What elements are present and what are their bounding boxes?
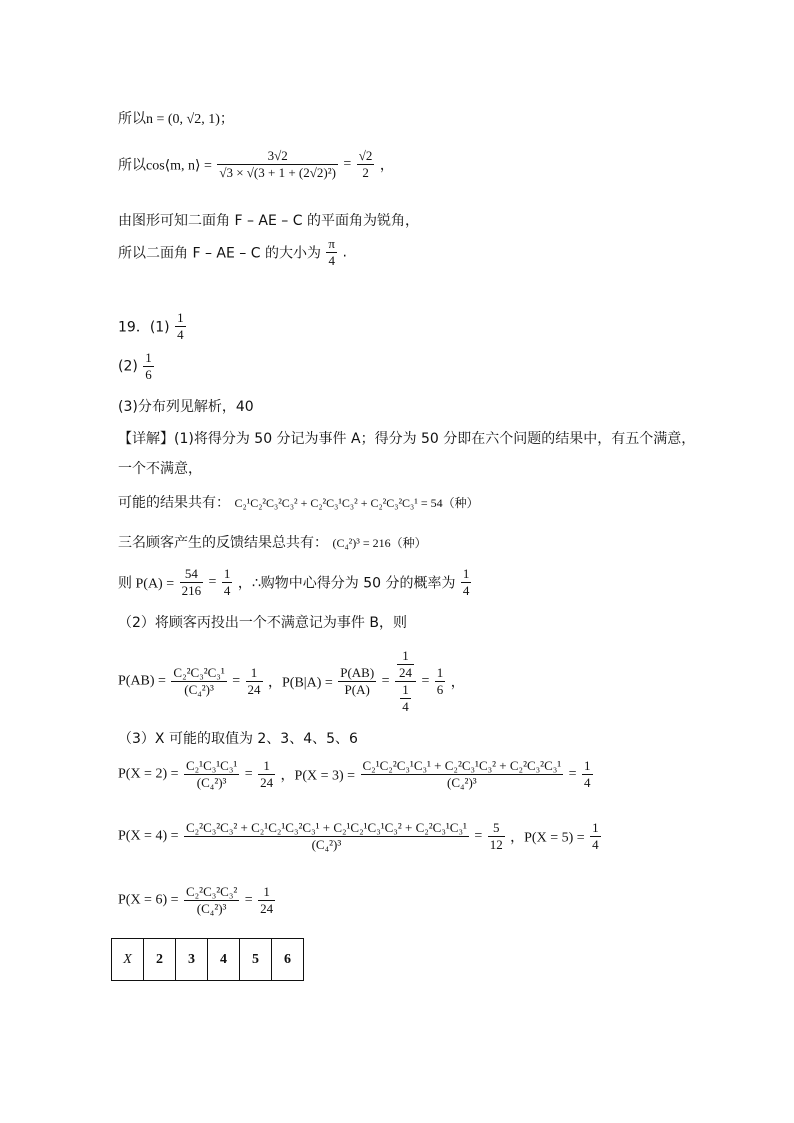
pba-cb-den: 4 <box>402 699 409 714</box>
px3-res-den: 4 <box>584 775 591 790</box>
px6-line: P(X = 6) = $\frac{\text{C₂²C₃²C₃²}}{\text{(C₄²)³}}$ = $\frac{1}{24}$ <box>118 884 274 916</box>
px6-res-den: 24 <box>260 901 274 916</box>
pba-num: P(AB) <box>340 665 375 680</box>
px6-num: C₂²C₃²C₃² <box>185 884 238 899</box>
distribution-table <box>111 938 304 981</box>
part3-intro: （3）X 可能的取值为 2、3、4、5、6 <box>118 731 358 747</box>
px2-res-den: 24 <box>260 775 274 790</box>
q19-1-num: 1 <box>177 310 184 325</box>
px5-prefix: ，P(X = 5) = <box>510 830 585 846</box>
acute-angle-line <box>118 210 419 230</box>
px3-num: C₂¹C₂²C₃¹C₃¹ + C₂²C₃¹C₃² + C₂²C₃²C₃¹ <box>362 758 562 773</box>
acute-angle-text: 由图形可知二面角 F – AE – C 的平面角为锐角， <box>118 213 419 229</box>
pab-result <box>246 665 263 698</box>
cosine-result-num: √2 <box>358 148 373 163</box>
pa-prefix: 则 P(A) = <box>118 576 175 592</box>
px5-result <box>590 820 601 853</box>
cosine-line: 所以cos⟨m, n⟩ = $\frac{3√2}{\text{√3 × √(3 + 1 + (2√2)²)}}$ = $\frac{√2}{2}$ ， <box>118 148 394 180</box>
part3-intro-line <box>118 728 358 748</box>
px4-fraction <box>184 820 469 853</box>
px3-den: (C₄²)³ <box>447 775 477 790</box>
normal-vector-text: 所以n = (0, √2, 1)； <box>118 112 234 127</box>
pab-res-den: 24 <box>247 682 261 697</box>
normal-vector-line <box>118 108 234 128</box>
table-row <box>112 939 304 981</box>
total-label: 三名顾客产生的反馈结果总共有： <box>118 535 328 551</box>
pba-res-den: 6 <box>436 682 444 697</box>
dihedral-answer-line: 所以二面角 F – AE – C 的大小为 $\frac{\pi}{4}$ . <box>118 236 347 268</box>
pa-res-num: 1 <box>223 566 231 581</box>
q19-part3 <box>118 396 254 416</box>
px2-fraction <box>184 758 239 791</box>
total-results-line <box>118 532 427 552</box>
px6-result <box>258 884 275 917</box>
pa-final-num: 1 <box>462 566 470 581</box>
px2-res-num: 1 <box>258 758 275 775</box>
part2-intro: （2）将顾客丙投出一个不满意记为事件 B，则 <box>118 615 407 631</box>
dihedral-num: π <box>328 236 335 251</box>
cosine-denominator: √3 × √(3 + 1 + (2√2)²) <box>219 165 336 180</box>
q19-part1 <box>118 310 187 343</box>
pab-fraction <box>171 665 226 698</box>
cosine-numerator: 3√2 <box>217 148 338 165</box>
px4-res-den: 12 <box>489 837 503 852</box>
q19-2-den: 6 <box>145 367 152 382</box>
pa-res-den: 4 <box>223 583 231 598</box>
px3-fraction <box>361 758 564 791</box>
px4-den: (C₄²)³ <box>311 837 342 852</box>
cosine-result-den: 2 <box>362 165 369 180</box>
px2-prefix: P(X = 2) = <box>118 766 179 782</box>
q19-2-num: 1 <box>145 350 152 365</box>
pba-result <box>435 665 446 698</box>
pba-ct-num: 1 <box>397 648 414 665</box>
table-cell: 6 <box>272 939 304 981</box>
px4-res-num: 5 <box>488 820 505 837</box>
pa-num: 54 <box>180 566 204 583</box>
px6-den: (C₄²)³ <box>196 901 227 916</box>
table-cell: 2 <box>144 939 176 981</box>
table-header-x: X <box>112 939 144 981</box>
part2-intro-line <box>118 612 407 632</box>
possible-expression: C₂¹C₂²C₃²C₃² + C₂²C₃¹C₃² + C₂²C₃²C₃¹ = 54（种） <box>234 496 479 510</box>
px2-num: C₂¹C₃¹C₃¹ <box>185 758 238 773</box>
pba-prefix: ，P(B|A) = <box>268 675 333 691</box>
px5-res-den: 4 <box>592 837 599 852</box>
pba-complex-fraction <box>395 648 416 715</box>
px4-num: C₂²C₃²C₃² + C₂¹C₂¹C₃²C₃¹ + C₂¹C₂¹C₃¹C₃² + C₂²C₃¹C₃¹ <box>185 820 467 835</box>
px6-prefix: P(X = 6) = <box>118 892 179 908</box>
pa-line <box>118 566 472 599</box>
conditional-prob-line: P(AB) = $\frac{\text{C₂²C₃²C₃¹}}{\text{(C₄²)³}}$ = $\frac{1}{24}$ ，P(B|A) = $\frac{P(AB)}{P(A)}$ = $\frac{\frac{1}{24}}{\frac{1}{4}}$ = $\frac{1}{6}$ ， <box>118 648 465 714</box>
pa-result <box>222 566 233 599</box>
px6-fraction <box>184 884 239 917</box>
dihedral-fraction <box>326 236 337 269</box>
px2-result <box>258 758 275 791</box>
pba-complex-bottom <box>395 682 416 715</box>
px4-prefix: P(X = 4) = <box>118 828 179 844</box>
pab-num: C₂²C₃²C₃¹ <box>173 665 225 680</box>
q19-2-label: (2) <box>118 358 138 375</box>
q19-label: 19．(1) <box>118 319 170 336</box>
pa-text: ，∴购物中心得分为 50 分的概率为 <box>237 575 456 592</box>
q19-2-fraction <box>143 350 154 383</box>
detail-a-text: 【详解】(1)将得分为 50 分记为事件 A；得分为 50 分即在六个问题的结果中，有五个满意， <box>118 431 696 447</box>
q19-part2 <box>118 350 155 383</box>
cosine-prefix: 所以cos⟨m, n⟩ = <box>118 158 212 174</box>
pa-final-den: 4 <box>462 583 470 598</box>
px3-res-num: 1 <box>584 758 591 773</box>
px6-res-num: 1 <box>258 884 275 901</box>
detail-b-text: 一个不满意， <box>118 461 202 477</box>
pab-den: (C₄²)³ <box>184 682 214 697</box>
px4-px5-line: P(X = 4) = $\frac{\text{C₂²C₃²C₃² + C₂¹C₂¹C₃²C₃¹ + C₂¹C₂¹C₃¹C₃² + C₂²C₃¹C₃¹}}{\text{(C₄²)³}}$ = $\frac{5}{12}$ ，P(X = 5) = $\frac{1}{4}$ <box>118 820 599 852</box>
pba-fraction <box>338 665 376 698</box>
pab-prefix: P(AB) = <box>118 673 166 689</box>
total-expression: (C₄²)³ = 216（种） <box>332 536 427 550</box>
q19-1-den: 4 <box>177 327 184 342</box>
q19-3-text: (3)分布列见解析，40 <box>118 399 254 415</box>
px4-result <box>488 820 505 853</box>
cosine-result <box>357 148 375 181</box>
px2-den: (C₄²)³ <box>196 775 227 790</box>
q19-1-fraction <box>175 310 186 343</box>
cosine-fraction <box>217 148 338 181</box>
pa-final <box>461 566 472 599</box>
detail-line-a <box>118 428 695 448</box>
table-cell: 4 <box>208 939 240 981</box>
pa-fraction <box>180 566 204 599</box>
dihedral-den: 4 <box>328 253 335 268</box>
px5-res-num: 1 <box>592 820 599 835</box>
pa-den: 216 <box>181 583 202 598</box>
table-cell: 5 <box>240 939 272 981</box>
pba-cb-num: 1 <box>402 682 409 697</box>
px3-prefix: ，P(X = 3) = <box>280 768 356 784</box>
px2-px3-line: P(X = 2) = $\frac{\text{C₂¹C₃¹C₃¹}}{\text{(C₄²)³}}$ = $\frac{1}{24}$ ，P(X = 3) = $\frac{\text{C₂¹C₂²C₃¹C₃¹ + C₂²C₃¹C₃² + C₂²C₃²C₃¹}}{\text{(C₄²)³}}$ = $\frac{1}{4}$ <box>118 758 591 790</box>
possible-results-line <box>118 492 479 512</box>
pba-complex-top <box>395 648 416 682</box>
detail-line-b <box>118 458 202 478</box>
dihedral-prefix: 所以二面角 F – AE – C 的大小为 <box>118 245 321 262</box>
pba-ct-den: 24 <box>398 665 412 680</box>
possible-label: 可能的结果共有： <box>118 495 230 511</box>
px3-result <box>582 758 593 791</box>
table-cell: 3 <box>176 939 208 981</box>
pab-res-num: 1 <box>246 665 263 682</box>
pba-den: P(A) <box>344 682 370 697</box>
pba-res-num: 1 <box>436 665 444 680</box>
pa-equals: = <box>208 574 217 590</box>
